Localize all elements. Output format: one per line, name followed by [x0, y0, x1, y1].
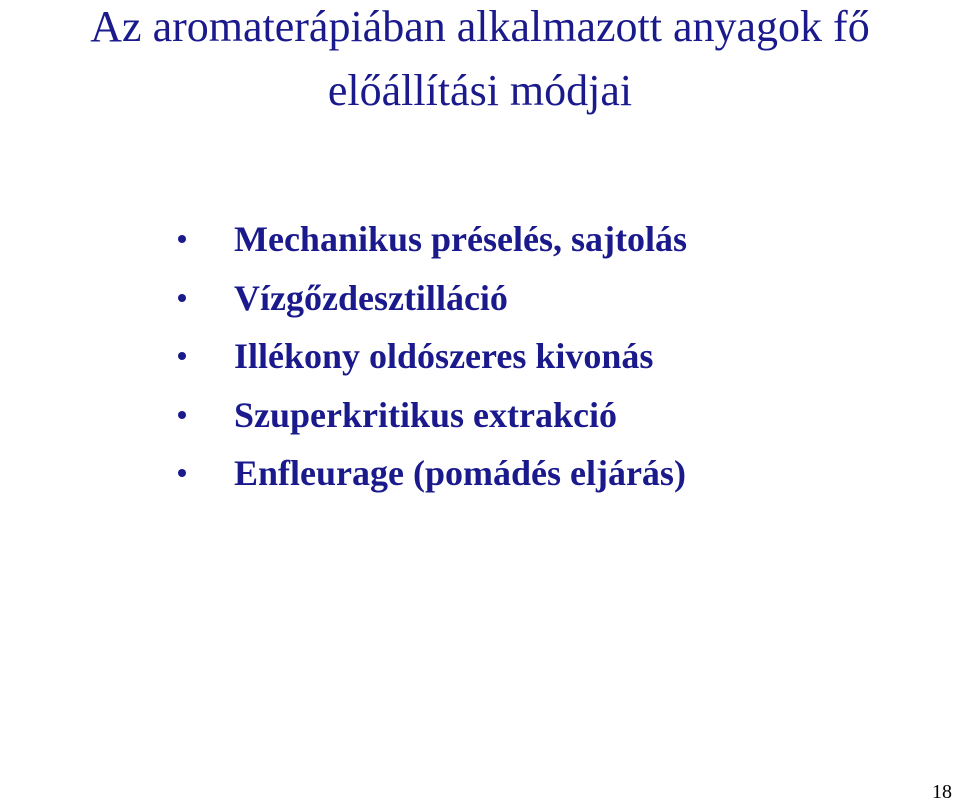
- slide-title-line-1: Az aromaterápiában alkalmazott anyagok fő: [90, 2, 870, 51]
- bullet-text: Enfleurage (pomádés eljárás): [234, 453, 686, 494]
- bullet-item: [168, 327, 687, 386]
- bullet-item: [168, 269, 687, 328]
- bullet-text: Mechanikus préselés, sajtolás: [234, 219, 687, 260]
- bullet-text: Vízgőzdesztilláció: [234, 277, 508, 318]
- bullet-dot-icon: [178, 469, 186, 477]
- bullet-text: Szuperkritikus extrakció: [234, 394, 617, 435]
- bullet-item: [168, 386, 687, 445]
- bullet-dot-icon: [178, 235, 186, 243]
- slide-title-line-2: előállítási módjai: [327, 66, 633, 115]
- bullet-list: [168, 210, 687, 503]
- bullet-dot-icon: [178, 411, 186, 419]
- bullet-item: [168, 444, 687, 503]
- bullet-item: [168, 210, 687, 269]
- bullet-dot-icon: [178, 294, 186, 302]
- page-number: 18: [932, 781, 952, 803]
- slide-title: [0, 0, 960, 116]
- bullet-dot-icon: [178, 352, 186, 360]
- bullet-text: Illékony oldószeres kivonás: [234, 336, 654, 377]
